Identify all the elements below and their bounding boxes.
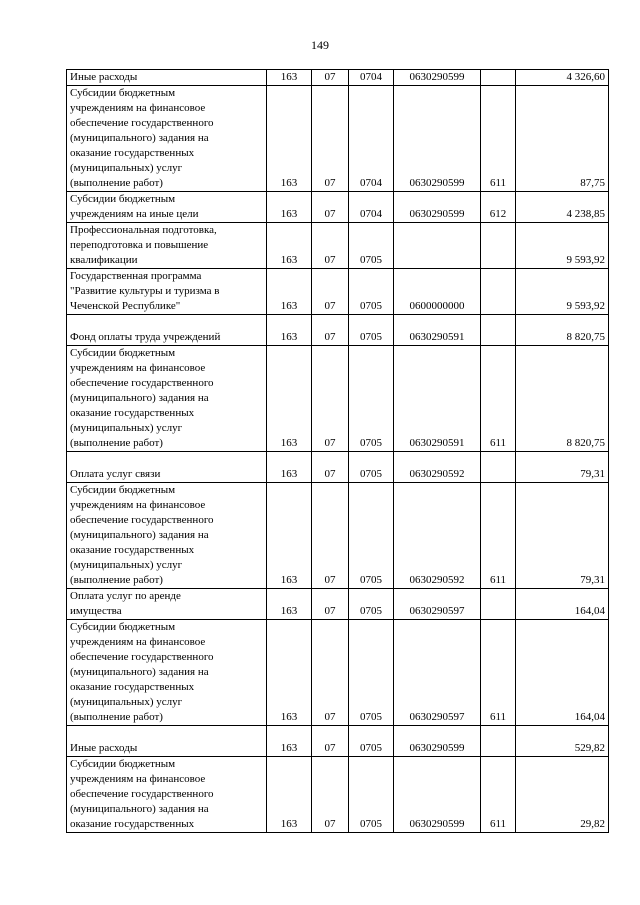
table-row (67, 589, 609, 620)
row-ved: 163 (267, 269, 312, 315)
row-name: Иные расходы (67, 70, 267, 86)
row-rz: 07 (312, 86, 349, 192)
row-rz: 07 (312, 269, 349, 315)
table-row (67, 346, 609, 452)
row-ved: 163 (267, 86, 312, 192)
table-row (67, 86, 609, 192)
row-csr: 0630290591 (394, 315, 481, 346)
row-csr (394, 223, 481, 269)
row-rz: 07 (312, 70, 349, 86)
row-prz: 0705 (349, 346, 394, 452)
row-rz: 07 (312, 192, 349, 223)
row-prz: 0705 (349, 315, 394, 346)
row-vr (481, 589, 516, 620)
row-vr (481, 452, 516, 483)
row-prz: 0705 (349, 726, 394, 757)
row-ved: 163 (267, 315, 312, 346)
row-name: Субсидии бюджетным учреждениям на финансовое обеспечение государственного (муниципального) задания на оказание государственных (муниципальных) услуг (выполнение работ) (67, 483, 267, 589)
row-vr (481, 223, 516, 269)
row-vr: 611 (481, 620, 516, 726)
row-ved: 163 (267, 726, 312, 757)
row-sum: 79,31 (516, 452, 609, 483)
page-number: 149 (311, 38, 329, 52)
row-csr: 0630290592 (394, 452, 481, 483)
row-vr: 612 (481, 192, 516, 223)
row-csr: 0630290591 (394, 346, 481, 452)
row-ved: 163 (267, 483, 312, 589)
row-csr: 0630290599 (394, 192, 481, 223)
table-row (67, 70, 609, 86)
row-rz: 07 (312, 757, 349, 833)
row-name: Оплата услуг по аренде имущества (67, 589, 267, 620)
row-prz: 0704 (349, 70, 394, 86)
row-vr (481, 315, 516, 346)
row-sum: 9 593,92 (516, 269, 609, 315)
row-vr: 611 (481, 86, 516, 192)
table-row (67, 192, 609, 223)
budget-table (66, 69, 609, 833)
row-sum: 87,75 (516, 86, 609, 192)
row-rz: 07 (312, 452, 349, 483)
table-row (67, 757, 609, 833)
row-name: Субсидии бюджетным учреждениям на финансовое обеспечение государственного (муниципального) задания на оказание государственных (муниципальных) услуг (выполнение работ) (67, 86, 267, 192)
row-sum: 164,04 (516, 589, 609, 620)
row-sum: 79,31 (516, 483, 609, 589)
row-vr (481, 70, 516, 86)
row-ved: 163 (267, 452, 312, 483)
row-sum: 8 820,75 (516, 315, 609, 346)
row-csr: 0630290597 (394, 620, 481, 726)
row-vr: 611 (481, 483, 516, 589)
row-prz: 0705 (349, 452, 394, 483)
row-name: Субсидии бюджетным учреждениям на финансовое обеспечение государственного (муниципального) задания на оказание государственных (муниципальных) услуг (выполнение работ) (67, 620, 267, 726)
row-csr: 0630290599 (394, 86, 481, 192)
row-csr: 0630290597 (394, 589, 481, 620)
row-prz: 0704 (349, 86, 394, 192)
row-ved: 163 (267, 757, 312, 833)
row-vr: 611 (481, 346, 516, 452)
row-csr: 0600000000 (394, 269, 481, 315)
row-sum: 4 238,85 (516, 192, 609, 223)
row-csr: 0630290599 (394, 757, 481, 833)
row-ved: 163 (267, 223, 312, 269)
row-name: Субсидии бюджетным учреждениям на иные цели (67, 192, 267, 223)
row-vr (481, 726, 516, 757)
row-prz: 0705 (349, 269, 394, 315)
row-prz: 0705 (349, 223, 394, 269)
row-csr: 0630290599 (394, 726, 481, 757)
table-row (67, 483, 609, 589)
row-name: Фонд оплаты труда учреждений (67, 315, 267, 346)
row-vr (481, 269, 516, 315)
row-name: Профессиональная подготовка, переподготовка и повышение квалификации (67, 223, 267, 269)
row-rz: 07 (312, 589, 349, 620)
table-row (67, 269, 609, 315)
table-row (67, 223, 609, 269)
row-ved: 163 (267, 589, 312, 620)
row-ved: 163 (267, 70, 312, 86)
row-prz: 0705 (349, 757, 394, 833)
row-ved: 163 (267, 620, 312, 726)
row-prz: 0705 (349, 483, 394, 589)
row-prz: 0705 (349, 620, 394, 726)
row-sum: 529,82 (516, 726, 609, 757)
row-sum: 164,04 (516, 620, 609, 726)
row-csr: 0630290599 (394, 70, 481, 86)
row-ved: 163 (267, 346, 312, 452)
row-rz: 07 (312, 315, 349, 346)
row-rz: 07 (312, 346, 349, 452)
row-name: Оплата услуг связи (67, 452, 267, 483)
table-row (67, 620, 609, 726)
row-ved: 163 (267, 192, 312, 223)
row-name: Субсидии бюджетным учреждениям на финансовое обеспечение государственного (муниципального) задания на оказание государственных (муниципальных) услуг (выполнение работ) (67, 346, 267, 452)
row-rz: 07 (312, 483, 349, 589)
table-row (67, 726, 609, 757)
row-sum: 29,82 (516, 757, 609, 833)
row-prz: 0705 (349, 589, 394, 620)
row-sum: 4 326,60 (516, 70, 609, 86)
row-name: Субсидии бюджетным учреждениям на финансовое обеспечение государственного (муниципального) задания на оказание государственных (67, 757, 267, 833)
row-rz: 07 (312, 620, 349, 726)
row-sum: 9 593,92 (516, 223, 609, 269)
budget-table-body (67, 70, 609, 833)
table-row (67, 452, 609, 483)
table-row (67, 315, 609, 346)
row-sum: 8 820,75 (516, 346, 609, 452)
row-rz: 07 (312, 223, 349, 269)
row-csr: 0630290592 (394, 483, 481, 589)
row-rz: 07 (312, 726, 349, 757)
row-prz: 0704 (349, 192, 394, 223)
row-vr: 611 (481, 757, 516, 833)
row-name: Иные расходы (67, 726, 267, 757)
row-name: Государственная программа "Развитие культуры и туризма в Чеченской Республике" (67, 269, 267, 315)
